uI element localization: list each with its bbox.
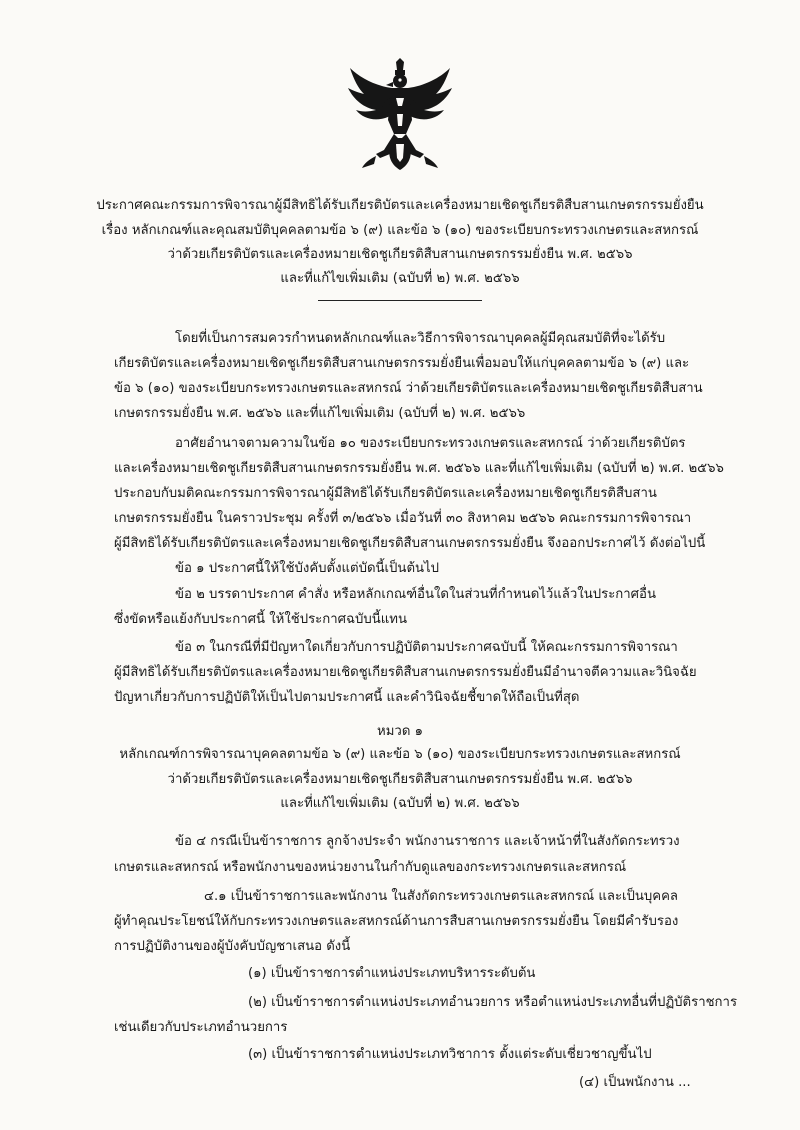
- clause-4-line: เกษตรและสหกรณ์ หรือพนักงานของหน่วยงานในกำกับดูแลของกระทรวงเกษตรและสหกรณ์: [114, 860, 627, 875]
- clause-3-line: ผู้มีสิทธิได้รับเกียรติบัตรและเครื่องหมายเชิดชูเกียรติสืบสานเกษตรกรรมยั่งยืนมีอำนาจตีความและวินิจฉัย: [114, 665, 697, 680]
- section-title: หมวด ๑: [377, 724, 423, 739]
- section-heading-line: หลักเกณฑ์การพิจารณาบุคคลตามข้อ ๖ (๙) และข้อ ๖ (๑๐) ของระเบียบกระทรวงเกษตรและสหกรณ์: [119, 747, 681, 762]
- clause-1: ข้อ ๑ ประกาศนี้ให้ใช้บังคับตั้งแต่บัดนี้เป็นต้นไป: [175, 561, 440, 576]
- subclause-4-1-line: การปฏิบัติงานของผู้บังคับบัญชาเสนอ ดังนี้: [114, 939, 351, 954]
- list-item-2-line: (๒) เป็นข้าราชการตำแหน่งประเภทอำนวยการ หรือตำแหน่งประเภทอื่นที่ปฏิบัติราชการ: [248, 995, 738, 1010]
- authority-line: อาศัยอำนาจตามความในข้อ ๑๐ ของระเบียบกระทรวงเกษตรและสหกรณ์ ว่าด้วยเกียรติบัตร: [175, 436, 686, 451]
- list-item-1: (๑) เป็นข้าราชการตำแหน่งประเภทบริหารระดับต้น: [248, 966, 536, 981]
- clause-2-line: ข้อ ๒ บรรดาประกาศ คำสั่ง หรือหลักเกณฑ์อื่นใดในส่วนที่กำหนดไว้แล้วในประกาศอื่น: [175, 587, 656, 602]
- preamble-line: เกษตรกรรมยั่งยืน พ.ศ. ๒๕๖๖ และที่แก้ไขเพิ่มเติม (ฉบับที่ ๒) พ.ศ. ๒๕๖๖: [114, 406, 526, 421]
- section-heading-line: และที่แก้ไขเพิ่มเติม (ฉบับที่ ๒) พ.ศ. ๒๕๖๖: [280, 796, 520, 811]
- subclause-4-1-line: ๔.๑ เป็นข้าราชการและพนักงาน ในสังกัดกระทรวงเกษตรและสหกรณ์ และเป็นบุคคล: [204, 889, 679, 904]
- preamble-line: ข้อ ๖ (๑๐) ของระเบียบกระทรวงเกษตรและสหกรณ์ ว่าด้วยเกียรติบัตรและเครื่องหมายเชิดชูเกียรติสืบสาน: [114, 381, 703, 396]
- clause-2-line: ซึ่งขัดหรือแย้งกับประกาศนี้ ให้ใช้ประกาศฉบับนี้แทน: [114, 612, 407, 627]
- clause-3-line: ปัญหาเกี่ยวกับการปฏิบัติให้เป็นไปตามประกาศนี้ และคำวินิจฉัยชี้ขาดให้ถือเป็นที่สุด: [114, 690, 580, 705]
- authority-line: และเครื่องหมายเชิดชูเกียรติสืบสานเกษตรกรรมยั่งยืน พ.ศ. ๒๕๖๖ และที่แก้ไขเพิ่มเติม (ฉบับที่ ๒) พ.ศ. ๒๕๖๖: [114, 461, 724, 476]
- list-item-3: (๓) เป็นข้าราชการตำแหน่งประเภทวิชาการ ตั้งแต่ระดับเชี่ยวชาญขึ้นไป: [248, 1047, 652, 1062]
- authority-line: เกษตรกรรมยั่งยืน ในคราวประชุม ครั้งที่ ๓/๒๕๖๖ เมื่อวันที่ ๓๐ สิงหาคม ๒๕๖๖ คณะกรรมการพิจารณา: [114, 511, 692, 526]
- clause-4-line: ข้อ ๔ กรณีเป็นข้าราชการ ลูกจ้างประจำ พนักงานราชการ และเจ้าหน้าที่ในสังกัดกระทรวง: [175, 834, 680, 849]
- continuation-marker: (๔) เป็นพนักงาน ...: [579, 1075, 691, 1090]
- header-line-3: ว่าด้วยเกียรติบัตรและเครื่องหมายเชิดชูเกียรติสืบสานเกษตรกรรมยั่งยืน พ.ศ. ๒๕๖๖: [167, 247, 633, 262]
- section-heading-line: ว่าด้วยเกียรติบัตรและเครื่องหมายเชิดชูเกียรติสืบสานเกษตรกรรมยั่งยืน พ.ศ. ๒๕๖๖: [167, 772, 633, 787]
- header-subject-line: เรื่อง หลักเกณฑ์และคุณสมบัติบุคคลตามข้อ ๖ (๙) และข้อ ๖ (๑๐) ของระเบียบกระทรวงเกษตรและสหกรณ์: [101, 223, 699, 238]
- list-item-2-line: เช่นเดียวกับประเภทอำนวยการ: [114, 1020, 288, 1035]
- header-divider: [318, 300, 482, 301]
- clause-3-line: ข้อ ๓ ในกรณีที่มีปัญหาใดเกี่ยวกับการปฏิบัติตามประกาศฉบับนี้ ให้คณะกรรมการพิจารณา: [175, 640, 678, 655]
- subclause-4-1-line: ผู้ทำคุณประโยชน์ให้กับกระทรวงเกษตรและสหกรณ์ด้านการสืบสานเกษตรกรรมยั่งยืน โดยมีคำรับรอง: [114, 914, 679, 929]
- preamble-line: โดยที่เป็นการสมควรกำหนดหลักเกณฑ์และวิธีการพิจารณาบุคคลผู้มีคุณสมบัติที่จะได้รับ: [175, 331, 666, 346]
- authority-line: ผู้มีสิทธิได้รับเกียรติบัตรและเครื่องหมายเชิดชูเกียรติสืบสานเกษตรกรรมยั่งยืน จึงออกประกาศไว้ ดังต่อไปนี้: [114, 536, 706, 551]
- header-line-4: และที่แก้ไขเพิ่มเติม (ฉบับที่ ๒) พ.ศ. ๒๕๖๖: [280, 271, 520, 286]
- header-line-1: ประกาศคณะกรรมการพิจารณาผู้มีสิทธิได้รับเกียรติบัตรและเครื่องหมายเชิดชูเกียรติสืบสานเกษตรกรรมยั่งยืน: [96, 198, 704, 213]
- preamble-line: เกียรติบัตรและเครื่องหมายเชิดชูเกียรติสืบสานเกษตรกรรมยั่งยืนเพื่อมอบให้แก่บุคคลตามข้อ ๖ (๙) และ: [114, 356, 690, 371]
- garuda-emblem: [346, 58, 454, 170]
- authority-line: ประกอบกับมติคณะกรรมการพิจารณาผู้มีสิทธิได้รับเกียรติบัตรและเครื่องหมายเชิดชูเกียรติสืบสาน: [114, 486, 657, 501]
